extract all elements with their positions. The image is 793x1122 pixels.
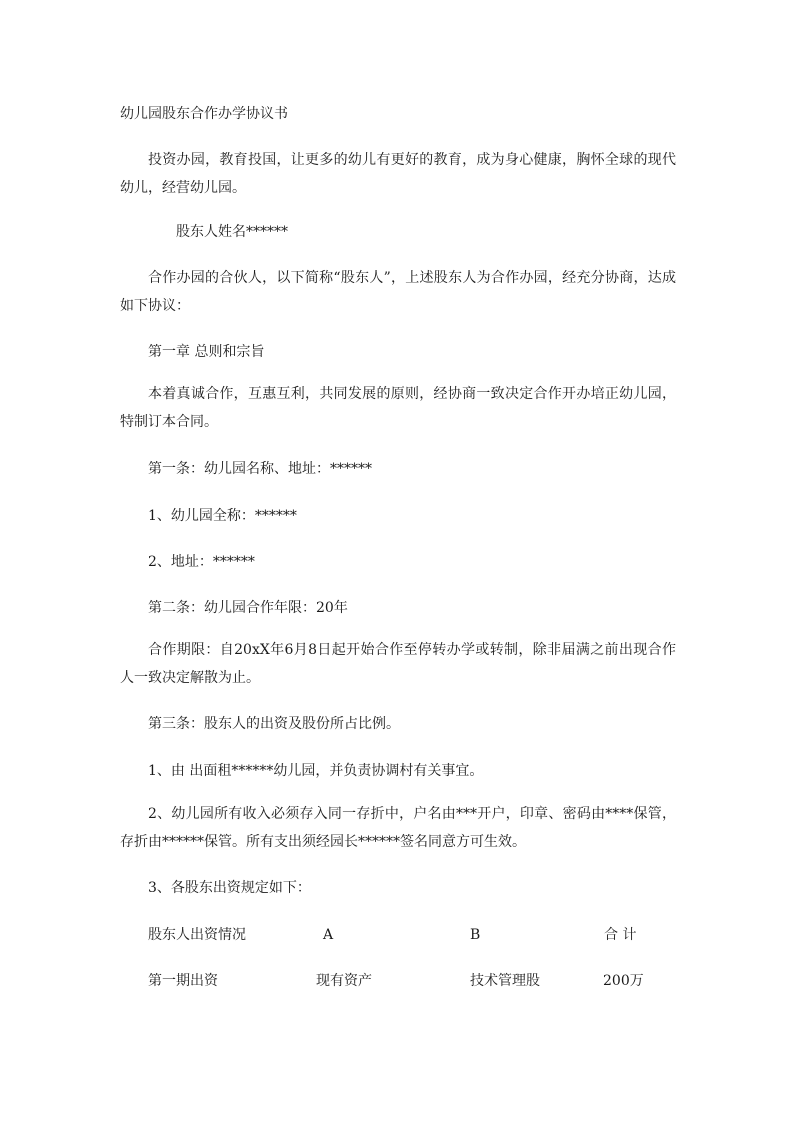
intro-paragraph: 投资办园，教育投国，让更多的幼儿有更好的教育，成为身心健康，胸怀全球的现代幼儿，经营幼儿园。 xyxy=(120,152,676,196)
table-cell: 200万 xyxy=(603,973,644,989)
article-2: 第二条：幼儿园合作年限：20年 xyxy=(148,600,348,616)
table-header-cell: B xyxy=(470,927,481,943)
chapter-heading: 第一章 总则和宗旨 xyxy=(148,344,265,360)
table-header-cell: 股东人出资情况 xyxy=(148,927,246,943)
document-title: 幼儿园股东合作办学协议书 xyxy=(120,106,288,122)
item-address: 2、地址：****** xyxy=(148,554,255,570)
shareholder-name-line: 股东人姓名****** xyxy=(176,224,288,240)
article-1: 第一条：幼儿园名称、地址：****** xyxy=(148,461,372,477)
table-header-cell: 合 计 xyxy=(604,927,637,943)
table-cell: 现有资产 xyxy=(316,973,372,989)
partners-paragraph: 合作办园的合伙人，以下简称“股东人”，上述股东人为合作办园，经充分协商，达成如下协议： xyxy=(120,270,676,314)
item-fullname: 1、幼儿园全称：****** xyxy=(148,508,297,524)
table-header-cell: A xyxy=(323,927,334,943)
item-3-2: 2、幼儿园所有收入必须存入同一存折中，户名由***开户，印章、密码由****保管，存折由******保管。所有支出须经园长******签名同意方可生效。 xyxy=(120,806,676,850)
table-cell: 第一期出资 xyxy=(148,973,218,989)
purpose-paragraph: 本着真诚合作，互惠互利，共同发展的原则，经协商一致决定合作开办培正幼儿园，特制订本合同。 xyxy=(120,386,676,430)
article-3: 第三条：股东人的出资及股份所占比例。 xyxy=(148,716,400,732)
table-cell: 技术管理股 xyxy=(470,973,540,989)
item-3-3: 3、各股东出资规定如下： xyxy=(148,880,311,896)
term-paragraph: 合作期限：自20xX年6月8日起开始合作至停转办学或转制，除非届满之前出现合作人一致决定解散为止。 xyxy=(120,642,676,686)
item-3-1: 1、由 出面租******幼儿园，并负责协调村有关事宜。 xyxy=(148,763,484,779)
